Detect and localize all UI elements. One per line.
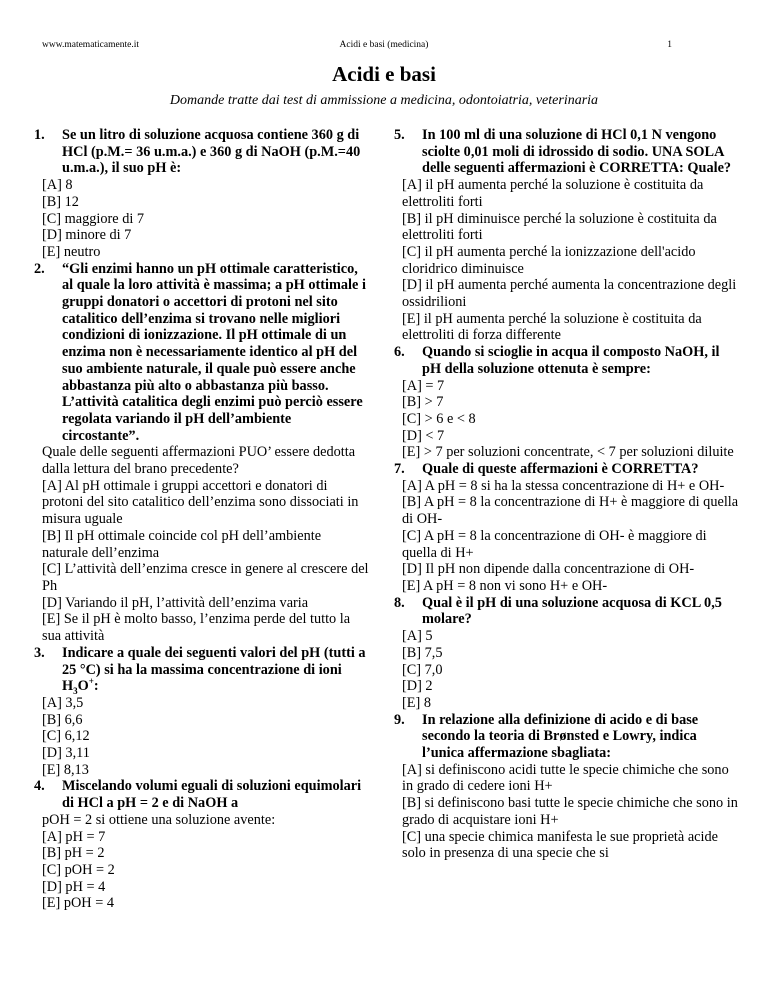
question-number: 3. [34,644,45,661]
answer-option: [D] minore di 7 [42,227,132,244]
answer-option: [D] 2 [402,678,433,695]
question-text: “Gli enzimi hanno un pH ottimale caratteristico, al quale la loro attività è massima; a pH ottimale i gruppi donatori o accettori di protoni nel sito catalitico dell’enzima si trovano nelle migliori condizioni di ionizzazione. Il pH ottimale di un enzima non è necessariamente identico al pH del suo ambiente naturale, il quale può essere anche abbastanza più alto o abbastanza più basso. L’attività catalitica degli enzimi può perciò essere regolata variando il pH dell’ambiente circostante”. [62,260,366,444]
question-number: 9. [394,711,405,728]
header-site: www.matematicamente.it [42,40,139,50]
answer-option: [E] pOH = 4 [42,895,114,912]
answer-option: [E] neutro [42,243,101,260]
answer-option: [E] 8,13 [42,761,89,778]
answer-option: [D] < 7 [402,427,445,444]
answer-option: [E] 8 [402,694,431,711]
question-prompt: pOH = 2 si ottiene una soluzione avente: [42,811,276,828]
question-5 [390,127,740,344]
answer-option: [B] 7,5 [402,644,443,661]
right-column [390,127,740,862]
question-8 [390,595,740,712]
answer-option: [A] 8 [42,177,73,194]
answer-option: [D] il pH aumenta perché aumenta la concentrazione degli ossidrilioni [402,277,737,311]
question-text: Indicare a quale dei seguenti valori del pH (tutti a 25 °C) si ha la massima concentrazione di ioni $H_3O^+$: [62,644,366,697]
answer-option: [B] > 7 [402,394,444,411]
answer-option: [C] A pH = 8 la concentrazione di OH- è maggiore di quella di H+ [402,527,707,561]
question-text: Quando si scioglie in acqua il composto NaOH, il pH della soluzione ottenuta è sempre: [422,344,720,377]
question-number: 5. [394,127,405,143]
answer-option: [E] A pH = 8 non vi sono H+ e OH- [402,577,608,594]
question-number: 2. [34,260,45,277]
answer-option: [A] 5 [402,628,433,645]
answer-option: [D] Variando il pH, l’attività dell’enzima varia [42,594,309,611]
question-text: In relazione alla definizione di acido e di base secondo la teoria di Brønsted e Lowry, indica l’unica affermazione sbagliata: [422,711,699,762]
answer-option: [C] 7,0 [402,661,443,678]
answer-option: [C] L’attività dell’enzima cresce in genere al crescere del Ph [42,561,369,594]
left-column [30,127,370,912]
question-9 [390,712,740,862]
answer-option: [B] 6,6 [42,711,83,728]
question-4 [30,778,370,912]
answer-option: [E] il pH aumenta perché la soluzione è costituita da elettroliti di forza differente [402,310,702,344]
answer-option: [C] pOH = 2 [42,861,115,878]
question-number: 1. [34,127,45,143]
question-3 [30,645,370,779]
answer-option: [A] pH = 7 [42,828,106,845]
answer-option: [A] Al pH ottimale i gruppi accettori e donatori di protoni del sito catalitico dell’enzima sono dissociati in misura uguale [42,477,359,528]
header-topic: Acidi e basi (medicina) [339,40,429,50]
question-1 [30,127,370,261]
answer-option: [C] il pH aumenta perché la ionizzazione dell'acido cloridrico diminuisce [402,243,696,277]
question-number: 4. [34,778,45,795]
question-text: Quale di queste affermazioni è CORRETTA? [422,461,699,478]
question-6 [390,344,740,461]
answer-option: [B] A pH = 8 la concentrazione di H+ è maggiore di quella di OH- [402,494,739,528]
question-2 [30,261,370,645]
answer-option: [A] 3,5 [42,694,84,711]
answer-option: [E] > 7 per soluzioni concentrate, < 7 per soluzioni diluite [402,444,734,461]
question-text: Se un litro di soluzione acquosa contiene 360 g di HCl (p.M.= 36 u.m.a.) e 360 g di NaOH (p.M.=40 u.m.a.), il suo pH è: [62,127,361,177]
answer-option: [B] il pH diminuisce perché la soluzione è costituita da elettroliti forti [402,210,717,244]
answer-option: [C] 6,12 [42,728,90,745]
answer-option: [E] Se il pH è molto basso, l’enzima perde del tutto la sua attività [42,611,351,645]
answer-option: [A] il pH aumenta perché la soluzione è costituita da elettroliti forti [402,177,704,210]
question-text: In 100 ml di una soluzione di HCl 0,1 N vengono sciolte 0,01 moli di idrossido di sodio. UNA SOLA delle seguenti affermazioni è CORRETTA: Quale? [422,127,732,177]
answer-option: [D] Il pH non dipende dalla concentrazione di OH- [402,561,695,578]
answer-option: [A] = 7 [402,377,445,394]
answer-option: [B] pH = 2 [42,845,105,862]
question-text: Miscelando volumi eguali di soluzioni equimolari di HCl a pH = 2 e di NaOH a [62,778,362,812]
answer-option: [D] pH = 4 [42,878,106,895]
answer-option: [C] una specie chimica manifesta le sue proprietà acide solo in presenza di una specie che si [402,828,718,862]
question-text: Qual è il pH di una soluzione acquosa di KCL 0,5 molare? [422,594,722,628]
question-number: 6. [394,344,405,361]
question-number: 8. [394,594,405,611]
answer-option: [C] maggiore di 7 [42,210,145,227]
page-number: 1 [667,40,672,50]
answer-option: [D] 3,11 [42,745,90,762]
answer-option: [C] > 6 e < 8 [402,410,476,427]
answer-option: [B] si definiscono basi tutte le specie chimiche che sono in grado di acquistare ioni H+ [402,795,738,828]
question-number: 7. [394,461,405,478]
answer-option: [A] si definiscono acidi tutte le specie chimiche che sono in grado di cedere ioni H+ [402,761,729,795]
answer-option: [A] A pH = 8 si ha la stessa concentrazione di H+ e OH- [402,477,725,494]
answer-option: [B] 12 [42,193,79,210]
page-subtitle: Domande tratte dai test di ammissione a medicina, odontoiatria, veterinaria [169,93,599,108]
question-7 [390,461,740,595]
answer-option: [B] Il pH ottimale coincide col pH dell’ambiente naturale dell’enzima [42,527,322,561]
page-title: Acidi e basi [332,62,436,86]
question-prompt: Quale delle seguenti affermazioni PUO’ essere dedotta dalla lettura del brano precedente? [42,444,356,478]
